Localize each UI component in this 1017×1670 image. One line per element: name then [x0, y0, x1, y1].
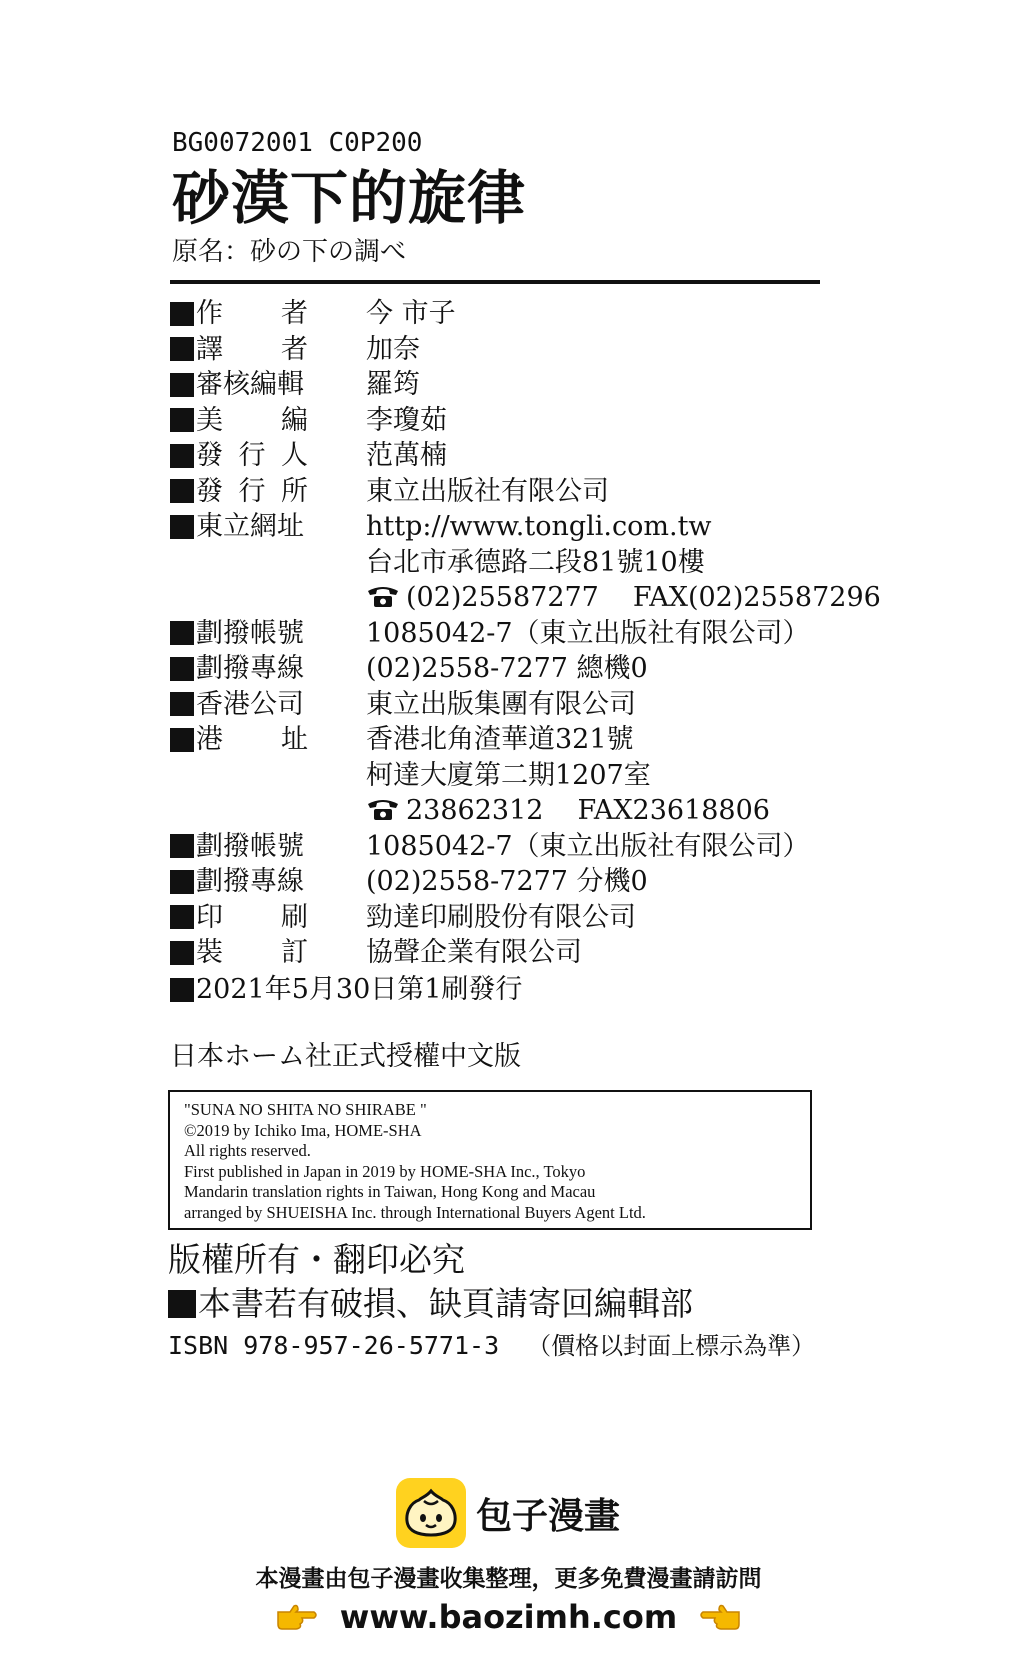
credit-label-char: 港: [196, 724, 223, 755]
credit-value: [366, 438, 447, 473]
credit-row: [170, 722, 830, 758]
credit-label-char: 東立網址: [196, 511, 304, 542]
credit-value: [366, 722, 634, 757]
credit-value: [366, 651, 648, 686]
bullet-square: [170, 905, 194, 929]
credit-label-char: 所: [281, 475, 308, 507]
copyright-line: ©2019 by Ichiko Ima, HOME-SHA: [184, 1120, 422, 1140]
credit-row: [170, 616, 830, 652]
original-title: 原名：砂の下の調べ: [172, 237, 407, 267]
credit-row: [170, 758, 830, 794]
credit-row: [170, 545, 830, 581]
credit-label-text: [196, 474, 308, 509]
copyright-line: "SUNA NO SHITA NO SHIRABE ": [184, 1100, 427, 1119]
credit-row: [170, 332, 830, 368]
credit-label: [170, 829, 360, 864]
credit-label-char: 行: [238, 440, 266, 471]
credit-label-text: [196, 616, 308, 651]
bullet-square: [170, 408, 194, 432]
credit-row: [170, 793, 830, 829]
credit-label-text: [196, 651, 308, 686]
credit-value-text: 協聲企業有限公司: [366, 937, 582, 968]
credit-label-char: 劃撥專線: [196, 866, 304, 897]
credit-row: [170, 296, 830, 332]
credit-row: [170, 651, 830, 687]
credit-label-char: 編: [281, 404, 308, 436]
bullet-square: [170, 870, 194, 894]
credit-label-text: [196, 687, 308, 722]
credit-label: [170, 296, 360, 331]
credit-label-char: 印: [196, 901, 223, 933]
baozi-logo-icon: [396, 1478, 466, 1548]
watermark-promo: 本漫畫由包子漫畫收集整理，更多免費漫畫請訪問: [255, 1566, 762, 1592]
title-divider: [170, 280, 820, 284]
book-code: BG0072001 C0P200: [172, 128, 423, 158]
credit-label: [170, 722, 360, 757]
credit-value: [366, 864, 648, 899]
credit-label-char: 劃撥帳號: [196, 830, 304, 862]
credit-value-text: 勁達印刷股份有限公司: [366, 901, 636, 933]
bullet-square: [170, 728, 194, 752]
credit-value-text: http://www.tongli.com.tw: [366, 511, 712, 542]
credit-value-text: 香港北角渣華道321號: [366, 724, 634, 755]
isbn-line: [168, 1330, 815, 1362]
credit-label-char: 作: [196, 298, 223, 329]
credit-value: [366, 367, 420, 402]
watermark-url-line: [0, 1598, 1017, 1636]
copyright-box: [168, 1090, 812, 1230]
credit-row: [170, 509, 830, 545]
bullet-square: [170, 515, 194, 539]
publication-date: [170, 972, 522, 1007]
credit-label: [170, 367, 360, 402]
fax-number: FAX(02)25587296: [632, 582, 881, 613]
fax-number: FAX23618806: [577, 795, 770, 826]
credit-value-text: (02)2558-7277 分機0: [366, 866, 648, 897]
credit-value-text: 東立出版社有限公司: [366, 475, 609, 507]
credit-value-text: 李瓊茹: [366, 404, 447, 436]
price-note: （價格以封面上標示為準）: [527, 1332, 816, 1360]
credit-label-char: 審核編輯: [196, 369, 304, 400]
credit-value-text: 1085042-7（東立出版社有限公司）: [366, 830, 810, 862]
credit-value: [366, 296, 456, 331]
credit-value-text: 范萬楠: [366, 440, 447, 471]
copyright-line: First published in Japan in 2019 by HOME-SHA Inc., Tokyo: [184, 1161, 586, 1181]
publication-date-text: 2021年5月30日第1刷發行: [196, 974, 523, 1005]
credit-value: [366, 687, 636, 722]
credit-label: [170, 935, 360, 970]
watermark-brand: 包子漫畫: [476, 1495, 621, 1537]
credit-label-char: 者: [281, 333, 308, 365]
credit-row: [170, 935, 830, 971]
telephone-icon: [366, 796, 400, 822]
damage-notice: [168, 1284, 693, 1324]
credit-label: [170, 332, 360, 367]
credit-row: [170, 829, 830, 865]
credit-row: [170, 367, 830, 403]
credit-label: [170, 438, 360, 473]
credit-label-char: 行: [238, 475, 266, 507]
credit-value: [366, 793, 770, 828]
isbn-number: ISBN 978-957-26-5771-3: [168, 1331, 500, 1360]
credit-label-char: 香港公司: [196, 688, 304, 720]
credit-label-char: 美: [196, 404, 223, 436]
phone-number: (02)25587277: [406, 582, 599, 613]
credit-value-text: (02)2558-7277 總機0: [366, 653, 648, 684]
credit-label: [170, 616, 360, 651]
credit-value: [366, 332, 420, 367]
credit-label-char: 刷: [281, 901, 308, 933]
credit-label: [170, 900, 360, 935]
credit-row: [170, 474, 830, 510]
credit-label-char: 人: [281, 440, 308, 471]
credit-value: [366, 935, 582, 970]
credits-list: [170, 296, 881, 971]
copyright-line: Mandarin translation rights in Taiwan, Hong Kong and Macau: [184, 1182, 596, 1201]
credit-label-text: [196, 900, 308, 935]
watermark-logo: [396, 1478, 620, 1548]
credit-value-text: 1085042-7（東立出版社有限公司）: [366, 617, 810, 649]
watermark-url[interactable]: www.baozimh.com: [339, 1598, 678, 1636]
credit-label-char: 址: [281, 724, 308, 755]
credit-label-char: 劃撥專線: [196, 653, 304, 684]
telephone-icon: [366, 583, 400, 609]
bullet-square: [170, 941, 194, 965]
credit-value-text: 柯達大廈第二期1207室: [366, 759, 651, 791]
credit-value: [366, 545, 705, 580]
credit-label: [170, 474, 360, 509]
credit-label: [170, 651, 360, 686]
credit-label: [170, 403, 360, 438]
bullet-square: [170, 978, 194, 1002]
pointing-hand-left-icon: [699, 1602, 741, 1632]
credit-value: [366, 616, 810, 651]
bullet-square: [170, 621, 194, 645]
credit-value-text: 台北市承德路二段81號10樓: [366, 546, 705, 578]
credit-row: [170, 438, 830, 474]
rights-reserved: 版權所有・翻印必究: [168, 1240, 465, 1279]
credit-label-text: [196, 403, 308, 438]
credit-label-text: [196, 332, 308, 367]
credit-label: [170, 509, 360, 544]
bullet-square: [170, 337, 194, 361]
credit-value: [366, 900, 636, 935]
phone-number: 23862312: [406, 795, 544, 826]
credit-value: [366, 580, 881, 615]
credit-row: [170, 580, 881, 616]
credit-value: [366, 474, 609, 509]
credit-row: [170, 900, 830, 936]
credit-label-char: 者: [281, 298, 308, 329]
credit-label-text: [196, 829, 308, 864]
copyright-line: All rights reserved.: [184, 1141, 311, 1160]
bullet-square: [170, 373, 194, 397]
credit-row: [170, 687, 830, 723]
bullet-square: [170, 657, 194, 681]
credit-row: [170, 864, 830, 900]
credit-value: [366, 509, 712, 544]
bullet-square: [170, 444, 194, 468]
credit-label-char: 劃撥帳號: [196, 617, 304, 649]
bullet-square: [170, 834, 194, 858]
credit-label-text: [196, 935, 308, 970]
bullet-square: [170, 479, 194, 503]
bullet-square: [168, 1290, 196, 1318]
credit-value-text: 羅筠: [366, 369, 420, 400]
credit-label-char: 訂: [281, 937, 308, 968]
credit-value: [366, 829, 810, 864]
damage-notice-text: 本書若有破損、缺頁請寄回編輯部: [198, 1284, 693, 1323]
credit-label-char: 裝: [196, 937, 223, 968]
credit-value-text: 加奈: [366, 333, 420, 365]
credit-label: [170, 864, 360, 899]
credit-value: [366, 758, 651, 793]
bullet-square: [170, 302, 194, 326]
copyright-line: arranged by SHUEISHA Inc. through International Buyers Agent Ltd.: [184, 1202, 646, 1222]
credit-label-char: 發: [196, 475, 223, 507]
authorization-statement: 日本ホーム社正式授權中文版: [170, 1041, 521, 1072]
credit-value-text: 今 市子: [366, 298, 456, 329]
pointing-hand-right-icon: [276, 1602, 318, 1632]
credit-value-text: 東立出版集團有限公司: [366, 688, 636, 720]
credit-row: [170, 403, 830, 439]
credit-label-text: [196, 509, 308, 544]
credit-value: [366, 403, 447, 438]
credit-label-text: [196, 438, 308, 473]
bullet-square: [170, 692, 194, 716]
credit-label-text: [196, 722, 308, 757]
credit-label-text: [196, 367, 308, 402]
book-title: 砂漠下的旋律: [172, 164, 527, 232]
credit-label-char: 譯: [196, 333, 223, 365]
credit-label-char: 發: [196, 440, 223, 471]
credit-label: [170, 687, 360, 722]
credit-label-text: [196, 864, 308, 899]
credit-label-text: [196, 296, 308, 331]
